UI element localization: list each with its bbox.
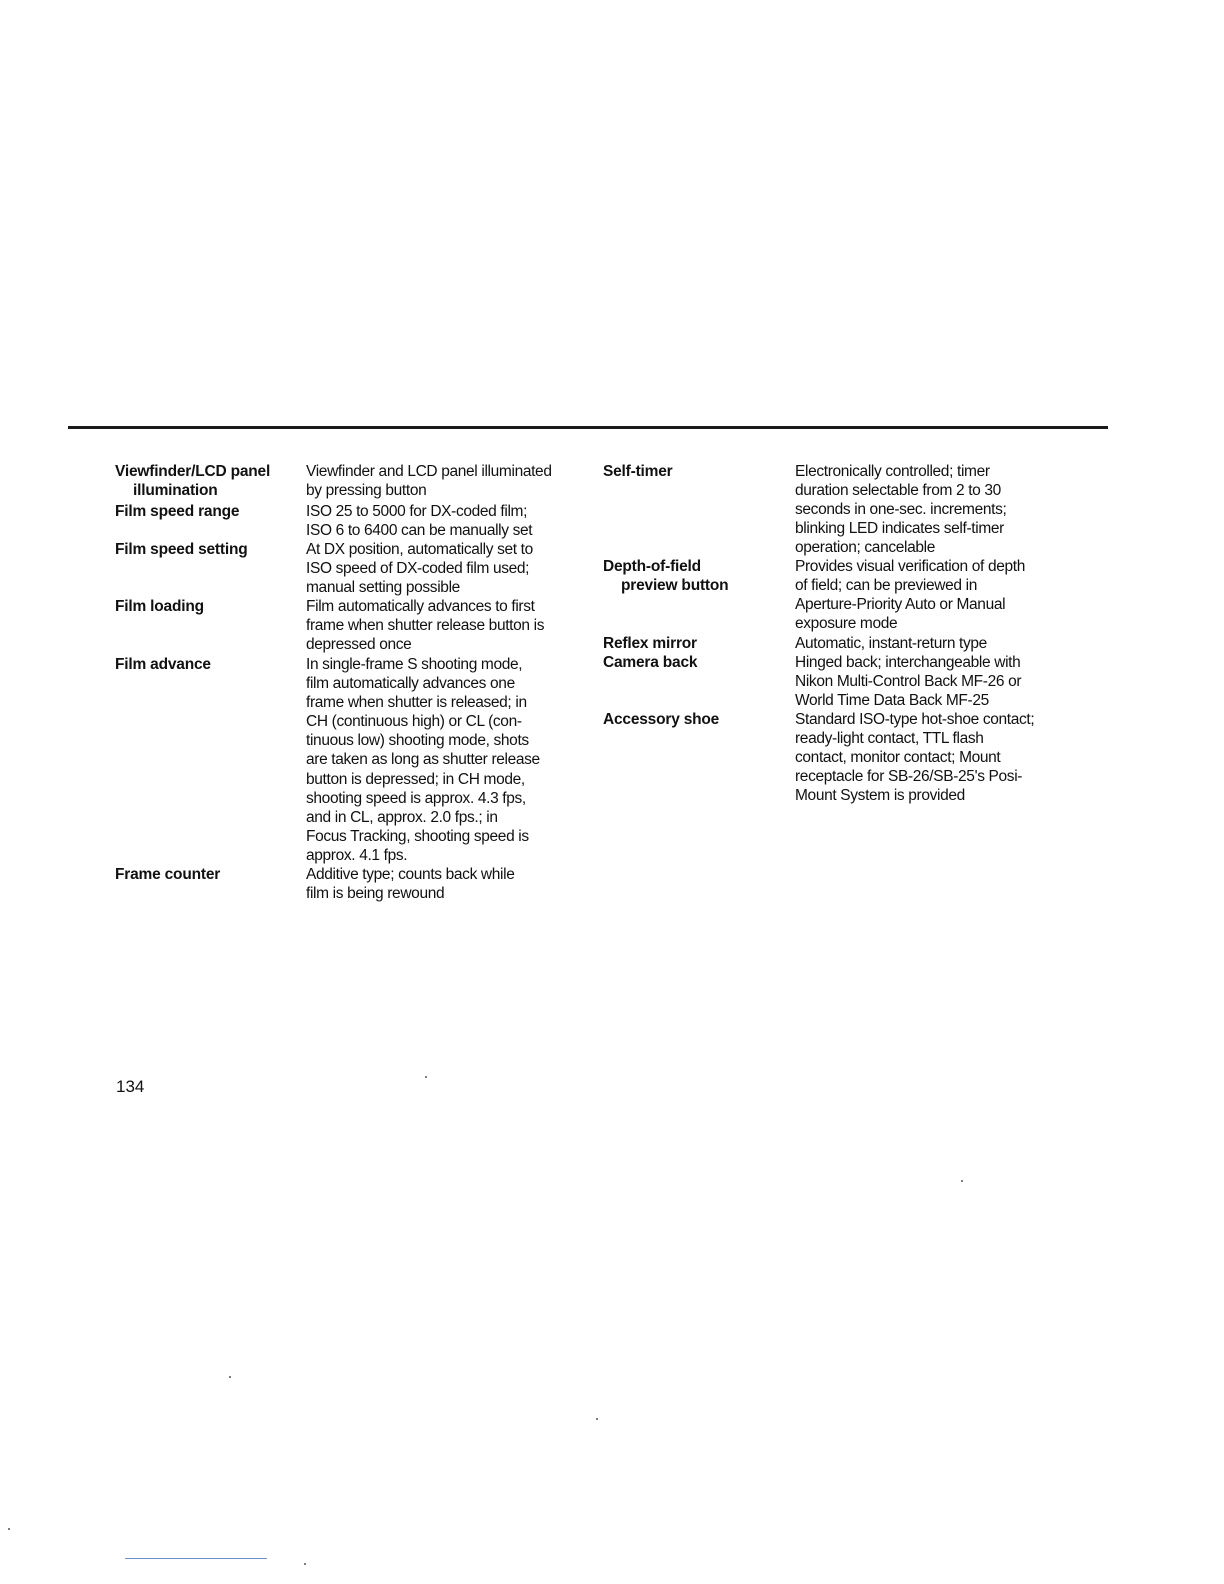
- term-self-timer: Self-timer: [603, 463, 673, 480]
- page-number: 134: [116, 1077, 145, 1096]
- term-film-advance: Film advance: [115, 656, 211, 673]
- term-line: Viewfinder/LCD panel: [115, 463, 271, 480]
- term-frame-counter: Frame counter: [115, 866, 221, 883]
- desc-depth-of-field: Provides visual verification of depth of field; can be previewed in Aperture-Priority Auto or Manual exposure mode: [795, 558, 1026, 633]
- desc-film-advance: In single-frame S shooting mode, film automatically advances one frame when shutter is released; in CH (continuous high) or CL (con- tinuous low) shooting mode, shots are taken as long as shutter release button is depressed; in CH mode, shooting speed is approx. 4.3 fps, and in CL, approx. 2.0 fps.; in Focus Tracking, shooting speed is approx. 4.1 fps.: [306, 656, 540, 864]
- term-film-speed-range: Film speed range: [115, 503, 240, 520]
- desc-frame-counter: Additive type; counts back while film is being rewound: [306, 866, 515, 903]
- desc-accessory-shoe: Standard ISO-type hot-shoe contact; ready-light contact, TTL flash contact, monitor contact; Mount receptacle for SB-26/SB-25's Posi- Mount System is provided: [795, 711, 1035, 805]
- term-line: preview button: [621, 577, 729, 594]
- desc-film-speed-range: ISO 25 to 5000 for DX-coded film; ISO 6 to 6400 can be manually set: [306, 503, 533, 540]
- desc-reflex-mirror: Automatic, instant-return type: [795, 635, 987, 652]
- term-film-speed-setting: Film speed setting: [115, 541, 248, 558]
- term-line: Depth-of-field: [603, 558, 701, 575]
- term-film-loading: Film loading: [115, 598, 204, 615]
- desc-self-timer: Electronically controlled; timer duration selectable from 2 to 30 seconds in one-sec. increments; blinking LED indicates self-timer operation; cancelable: [795, 463, 1007, 557]
- term-accessory-shoe: Accessory shoe: [603, 711, 720, 728]
- term-line: illumination: [133, 482, 218, 499]
- top-rule: [68, 426, 1108, 429]
- desc-film-loading: Film automatically advances to first frame when shutter release button is depressed once: [306, 598, 545, 654]
- term-depth-of-field: [603, 557, 728, 595]
- term-viewfinder-illumination: [115, 462, 270, 500]
- term-camera-back: Camera back: [603, 654, 698, 671]
- bottom-edge-line: [125, 1558, 267, 1559]
- desc-camera-back: Hinged back; interchangeable with Nikon Multi-Control Back MF-26 or World Time Data Back MF-25: [795, 654, 1022, 710]
- desc-film-speed-setting: At DX position, automatically set to ISO speed of DX-coded film used; manual setting possible: [306, 541, 533, 597]
- term-reflex-mirror: Reflex mirror: [603, 635, 697, 652]
- desc-viewfinder-illumination: Viewfinder and LCD panel illuminated by pressing button: [306, 463, 552, 500]
